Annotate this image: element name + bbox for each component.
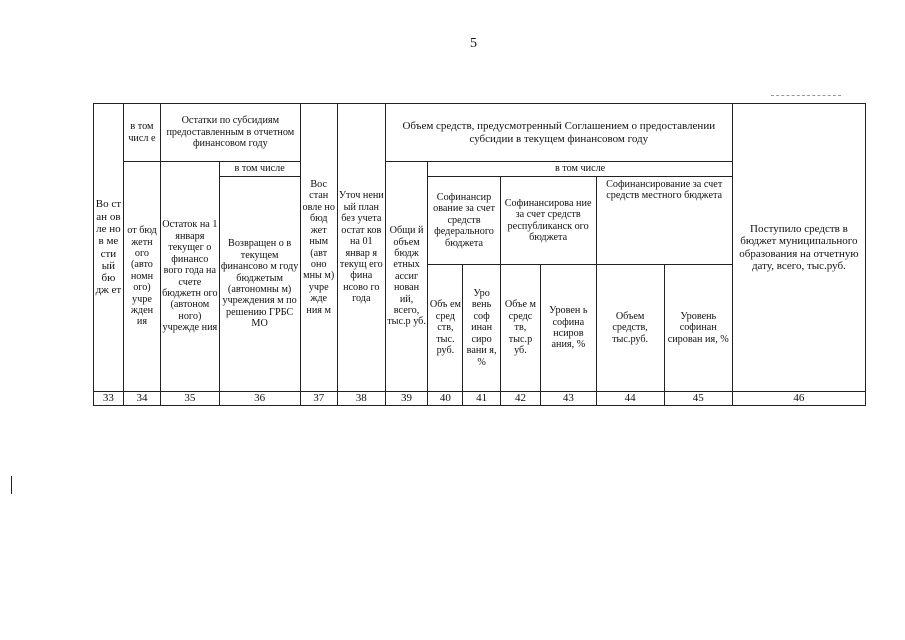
column-number: 46 <box>732 392 865 406</box>
column-number: 33 <box>94 392 124 406</box>
header-group-federal: Софинансир ование за счет средств федерального бюджета <box>428 177 500 265</box>
column-number: 45 <box>664 392 732 406</box>
header-col-42: Объе м средс тв, тыс.р уб. <box>500 265 540 392</box>
margin-mark <box>11 476 12 494</box>
header-col-37: Вос стан овле но бюд жет ным (авт оно мны м) учре жде ния м <box>300 104 337 392</box>
header-col-36-top: в том числе <box>219 162 300 177</box>
column-number: 41 <box>463 392 500 406</box>
column-number: 40 <box>428 392 463 406</box>
header-col-35: Остаток на 1 января текущег о финансо вого года на счете бюджетн ого (автоном ного) учрежде ния <box>161 162 220 392</box>
header-group-local: Софинансирование за счет средств местного бюджета <box>596 177 732 265</box>
page-number: 5 <box>470 36 477 51</box>
scan-artifact-dash <box>771 95 841 97</box>
header-v-tom-chisle: в том числе <box>428 162 733 177</box>
header-col-44: Объем средств, тыс.руб. <box>596 265 664 392</box>
column-number: 35 <box>161 392 220 406</box>
header-col-34-top: в том числ е <box>123 104 160 162</box>
header-col-40: Объ ем сред ств, тыс. руб. <box>428 265 463 392</box>
header-col-36: Возвращен о в текущем финансово м году бюджетым (автономны м) учреждения м по решению ГРБС МО <box>219 177 300 392</box>
header-col-41: Уро вень соф инан сиро вани я, % <box>463 265 500 392</box>
column-number: 39 <box>385 392 428 406</box>
header-col-39: Общи й объем бюдж етных ассиг нован ий, всего, тыс.р уб. <box>385 162 428 392</box>
header-group-ostatki: Остатки по субсидиям предоставленным в отчетном финансовом году <box>161 104 301 162</box>
column-number: 42 <box>500 392 540 406</box>
header-col-46: Поступило средств в бюджет муниципального образования на отчетную дату, всего, тыс.руб. <box>732 104 865 392</box>
column-number: 43 <box>541 392 596 406</box>
column-number: 38 <box>337 392 385 406</box>
header-col-45: Уровень софинан сирован ия, % <box>664 265 732 392</box>
subsidy-table <box>93 103 866 406</box>
header-col-33: Во ст ан ов ле но в ме сти ый бю дж ет <box>94 104 124 392</box>
column-number: 44 <box>596 392 664 406</box>
column-number: 36 <box>219 392 300 406</box>
header-col-34: от бюд жетн ого (авто номн ого) учре жден ия <box>123 162 160 392</box>
column-number: 34 <box>123 392 160 406</box>
header-col-38: Уточ нени ый план без учета остат ков на 01 январ я текущ его фина нсово го года <box>337 104 385 392</box>
header-group-resp: Софинансирова ние за счет средств республиканск ого бюджета <box>500 177 596 265</box>
header-group-obem: Объем средств, предусмотренный Соглашением о предоставлении субсидии в текущем финансовом году <box>385 104 732 162</box>
column-number: 37 <box>300 392 337 406</box>
header-col-43: Уровен ь софина нсиров ания, % <box>541 265 596 392</box>
